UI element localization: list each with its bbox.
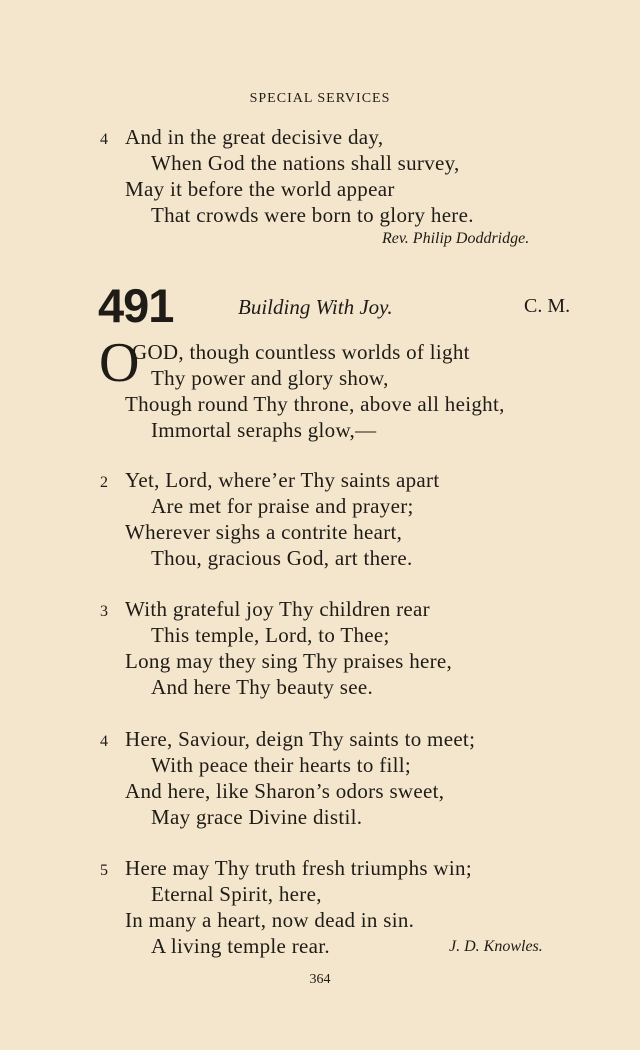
hymn-meter: C. M. bbox=[524, 295, 571, 317]
verse-line: A living temple rear. bbox=[151, 934, 330, 958]
verse-line: Thy power and glory show, bbox=[151, 366, 389, 390]
running-head: SPECIAL SERVICES bbox=[249, 91, 391, 106]
verse-line: GOD, though countless worlds of light bbox=[132, 340, 470, 364]
verse-line: Here may Thy truth fresh triumphs win; bbox=[125, 856, 472, 880]
verse-line: Immortal seraphs glow,— bbox=[151, 418, 377, 442]
verse-line: And here, like Sharon’s odors sweet, bbox=[125, 779, 445, 803]
verse-line: With grateful joy Thy children rear bbox=[125, 597, 430, 621]
verse-number: 3 bbox=[100, 603, 108, 620]
verse-line: With peace their hearts to fill; bbox=[151, 753, 412, 777]
verse-number: 2 bbox=[100, 474, 108, 491]
verse-line: Are met for praise and prayer; bbox=[151, 494, 414, 518]
hymn-attribution: J. D. Knowles. bbox=[449, 938, 543, 955]
verse-line: Thou, gracious God, art there. bbox=[151, 546, 413, 570]
verse-line: When God the nations shall survey, bbox=[151, 151, 460, 175]
verse-line: Wherever sighs a contrite heart, bbox=[125, 520, 403, 544]
verse-line: In many a heart, now dead in sin. bbox=[125, 908, 415, 932]
page-number: 364 bbox=[309, 972, 331, 987]
verse-line: May it before the world appear bbox=[125, 177, 395, 201]
verse-line: Long may they sing Thy praises here, bbox=[125, 649, 453, 673]
hymn-number: 491 bbox=[98, 279, 174, 332]
verse-line: And here Thy beauty see. bbox=[151, 675, 373, 699]
verse-number: 5 bbox=[100, 862, 108, 879]
verse-line: Yet, Lord, where’er Thy saints apart bbox=[125, 468, 440, 492]
verse-line: This temple, Lord, to Thee; bbox=[151, 623, 390, 647]
verse-line: Here, Saviour, deign Thy saints to meet; bbox=[125, 727, 476, 751]
verse-number: 4 bbox=[100, 131, 108, 148]
prev-attribution: Rev. Philip Doddridge. bbox=[382, 230, 530, 247]
verse-line: May grace Divine distil. bbox=[151, 805, 363, 829]
verse-line: And in the great decisive day, bbox=[125, 125, 384, 149]
verse-line: Though round Thy throne, above all height, bbox=[125, 392, 505, 416]
hymn-title: Building With Joy. bbox=[238, 295, 393, 319]
drop-cap: O bbox=[99, 332, 140, 394]
verse-number: 4 bbox=[100, 733, 108, 750]
verse-line: That crowds were born to glory here. bbox=[151, 203, 474, 227]
verse-line: Eternal Spirit, here, bbox=[151, 882, 322, 906]
